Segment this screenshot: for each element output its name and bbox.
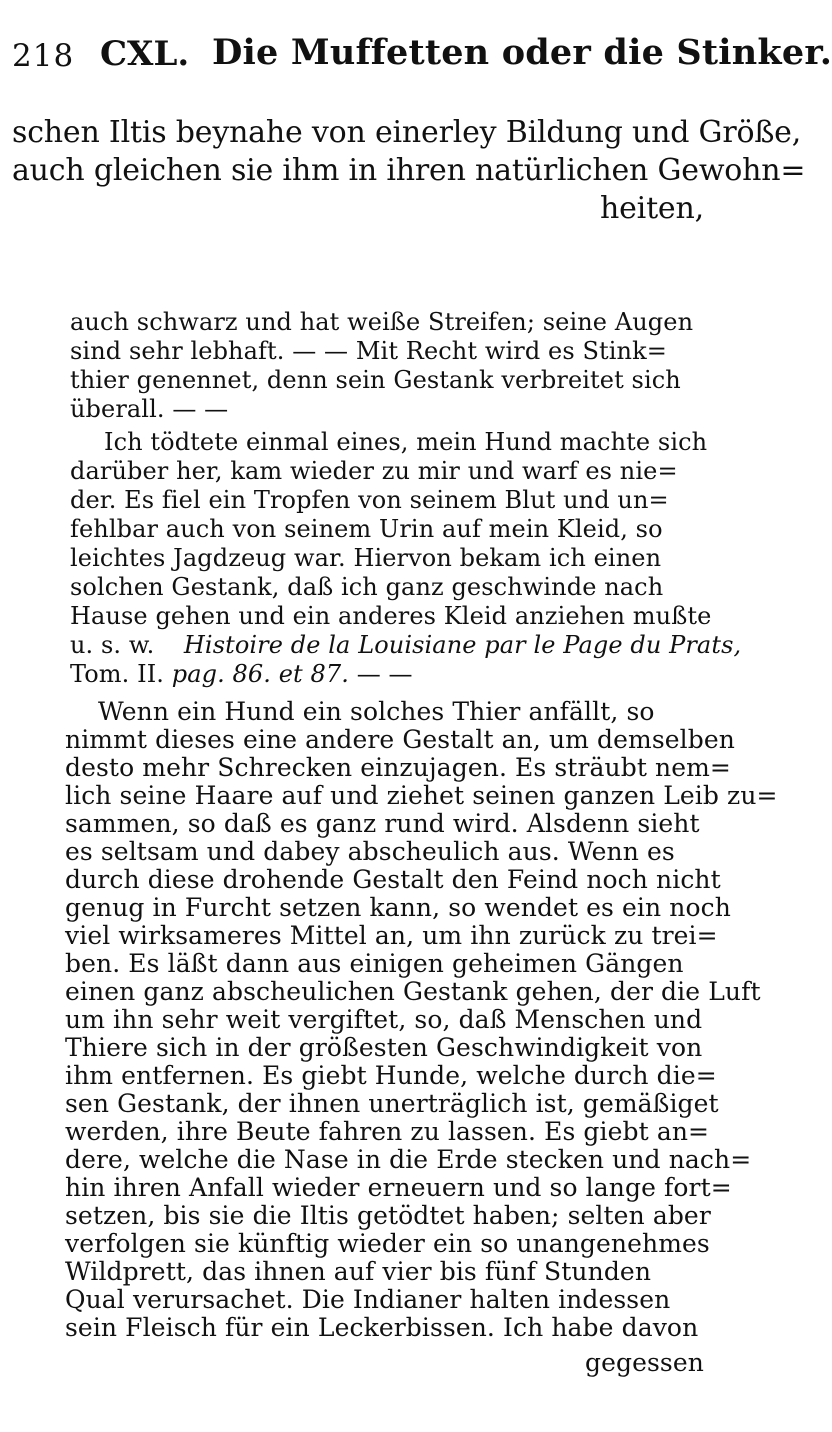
quote-line: sind sehr lebhaft. — — Mit Recht wird es Stink= <box>70 337 667 365</box>
body-line: setzen, bis sie die Iltis getödtet haben; selten aber <box>65 1201 711 1230</box>
body-line: ihm entfernen. Es giebt Hunde, welche durch die= <box>65 1061 717 1090</box>
source-citation-line <box>70 633 741 657</box>
page-header <box>12 28 832 84</box>
body-line: lich seine Haare auf und ziehet seinen ganzen Leib zu= <box>65 781 778 810</box>
body-line: ben. Es läßt dann aus einigen geheimen Gängen <box>65 949 684 978</box>
body-line: hin ihren Anfall wieder erneuern und so lange fort= <box>65 1173 732 1202</box>
citation-pages: pag. 86. et 87. <box>171 660 349 688</box>
body-line: um ihn sehr weit vergiftet, so, daß Menschen und <box>65 1005 703 1034</box>
body-line: werden, ihre Beute fahren zu lassen. Es giebt an= <box>65 1117 710 1146</box>
intro-line: schen Iltis beynahe von einerley Bildung und Größe, <box>12 115 802 150</box>
quote-line: auch schwarz und hat weiße Streifen; seine Augen <box>70 308 694 336</box>
source-citation-line <box>70 662 413 686</box>
citation-volume: Tom. II. <box>70 660 164 688</box>
body-line: desto mehr Schrecken einzujagen. Es sträubt nem= <box>65 753 731 782</box>
quote-line: solchen Gestank, daß ich ganz geschwinde nach <box>70 573 664 601</box>
body-line: sein Fleisch für ein Leckerbissen. Ich habe davon <box>65 1313 699 1342</box>
body-line: einen ganz abscheulichen Gestank gehen, der die Luft <box>65 977 761 1006</box>
body-line: sammen, so daß es ganz rund wird. Alsdenn sieht <box>65 809 700 838</box>
body-line: Thiere sich in der größesten Geschwindigkeit von <box>65 1033 703 1062</box>
body-line: Wenn ein Hund ein solches Thier anfällt, so <box>98 697 655 726</box>
quote-line: fehlbar auch von seinem Urin auf mein Kleid, so <box>70 515 663 543</box>
body-line: viel wirksameres Mittel an, um ihn zurück zu trei= <box>65 921 718 950</box>
citation-prefix: u. s. w. <box>70 631 155 659</box>
body-line: sen Gestank, der ihnen unerträglich ist, gemäßiget <box>65 1089 719 1118</box>
body-line: nimmt dieses eine andere Gestalt an, um demselben <box>65 725 735 754</box>
page-number: 218 <box>12 38 75 74</box>
citation-dashes: — — <box>356 660 413 688</box>
body-line: Wildprett, das ihnen auf vier bis fünf Stunden <box>65 1257 652 1286</box>
citation-title: Histoire de la Louisiane par le Page du Prats, <box>183 631 742 659</box>
body-line: verfolgen sie künftig wieder ein so unangenehmes <box>65 1229 710 1258</box>
quote-line: leichtes Jagdzeug war. Hiervon bekam ich einen <box>70 544 662 572</box>
quote-line: überall. — — <box>70 395 229 423</box>
quote-line: der. Es fiel ein Tropfen von seinem Blut und un= <box>70 486 669 514</box>
chapter-number: CXL. <box>100 34 190 74</box>
body-line: es seltsam und dabey abscheulich aus. Wenn es <box>65 837 675 866</box>
quote-line: darüber her, kam wieder zu mir und warf es nie= <box>70 457 678 485</box>
body-line: dere, welche die Nase in die Erde stecken und nach= <box>65 1145 752 1174</box>
body-line: gegessen <box>585 1348 704 1377</box>
quote-line: Ich tödtete einmal eines, mein Hund machte sich <box>104 428 708 456</box>
chapter-title: Die Muffetten oder die Stinker. <box>212 32 832 73</box>
body-line: durch diese drohende Gestalt den Feind noch nicht <box>65 865 721 894</box>
body-line: Qual verursachet. Die Indianer halten indessen <box>65 1285 671 1314</box>
quote-line: thier genennet, denn sein Gestank verbreitet sich <box>70 366 681 394</box>
quote-line: Hause gehen und ein anderes Kleid anziehen mußte <box>70 602 712 630</box>
intro-line: heiten, <box>600 191 704 226</box>
intro-line: auch gleichen sie ihm in ihren natürlichen Gewohn= <box>12 153 806 188</box>
body-line: genug in Furcht setzen kann, so wendet es ein noch <box>65 893 731 922</box>
